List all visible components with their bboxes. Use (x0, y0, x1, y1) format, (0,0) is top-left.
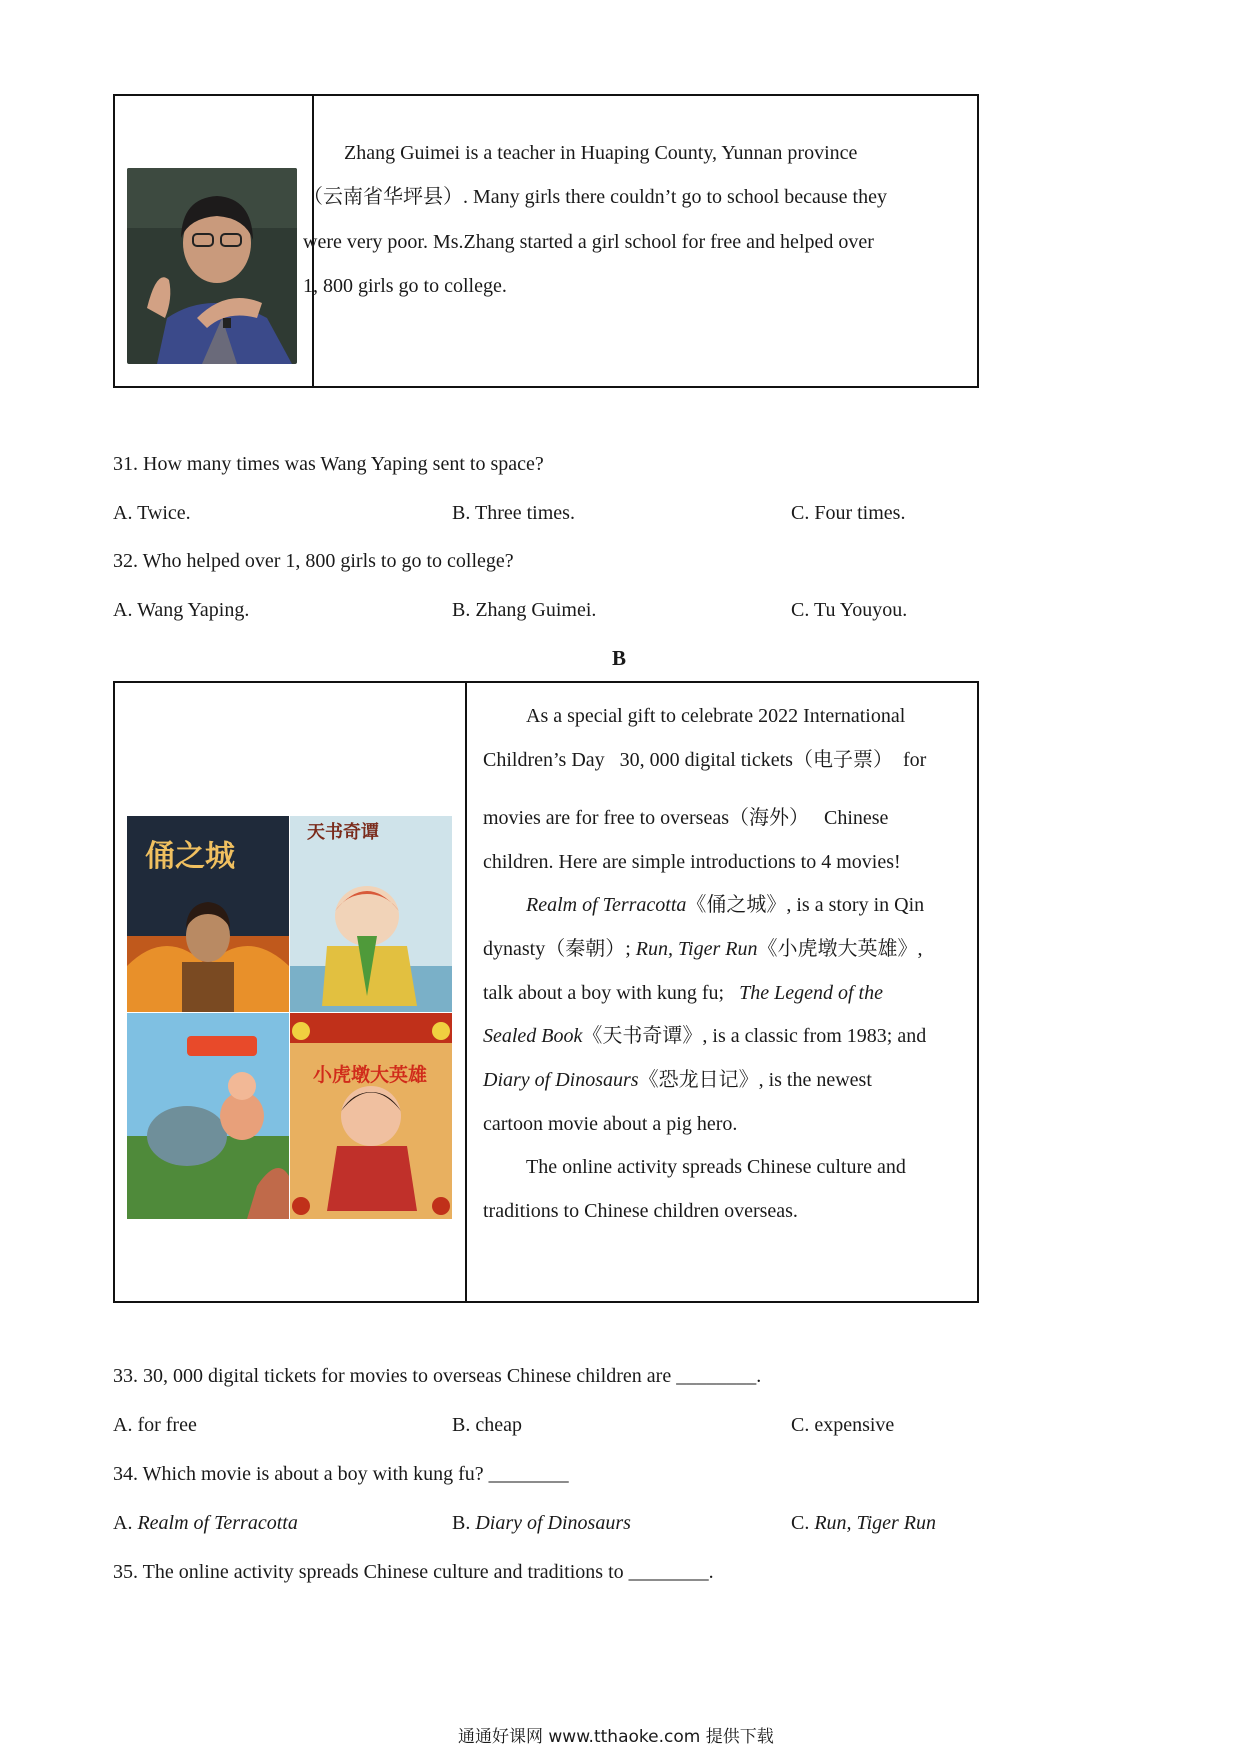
option-31-a: A. Twice. (113, 502, 191, 524)
option-33-a: A. for free (113, 1414, 197, 1436)
option-34-c (791, 1511, 936, 1535)
option-letter: A. (113, 1512, 138, 1534)
option-letter: C. (791, 1512, 815, 1534)
passage-b-line: The online activity spreads Chinese culture and (526, 1156, 906, 1178)
poster-title: 天书奇谭 (307, 822, 379, 843)
option-33-b: B. cheap (452, 1414, 522, 1436)
passage-a-line: Zhang Guimei is a teacher in Huaping County, Yunnan province (344, 142, 858, 164)
poster-title: 俑之城 (145, 839, 235, 874)
option-32-b: B. Zhang Guimei. (452, 599, 597, 621)
passage-a-line: 1, 800 girls go to college. (303, 275, 507, 297)
passage-b-text: dynasty（秦朝）; (483, 938, 636, 960)
passage-b-line: Children’s Day 30, 000 digital tickets（电子票） for (483, 749, 927, 771)
option-31-b: B. Three times. (452, 502, 575, 524)
option-34-b (452, 1511, 631, 1535)
movie-posters (127, 816, 452, 1219)
passage-b-text: 《天书奇谭》, is a classic from 1983; and (582, 1025, 927, 1047)
poster-title: 小虎墩大英雄 (313, 1064, 428, 1086)
option-34-a (113, 1511, 298, 1535)
passage-a-line: were very poor. Ms.Zhang started a girl school for free and helped over (303, 231, 874, 253)
passage-b-line (526, 893, 924, 917)
passage-b-line: As a special gift to celebrate 2022 International (526, 705, 906, 727)
movie-title-run-tiger-run: Run, Tiger Run (635, 938, 758, 960)
passage-b-line: movies are for free to overseas（海外） Chinese (483, 807, 889, 829)
passage-a-table (113, 94, 979, 388)
movie-title-realm: Realm of Terracotta (526, 894, 687, 916)
table-divider (465, 683, 467, 1301)
passage-b-text: 《俑之城》, is a story in Qin (686, 894, 925, 916)
page-footer: 通通好课网 www.tthaoke.com 提供下载 (458, 1727, 774, 1747)
passage-b-line: traditions to Chinese children overseas. (483, 1200, 798, 1222)
question-34: 34. Which movie is about a boy with kung fu? ________ (113, 1463, 569, 1485)
question-31: 31. How many times was Wang Yaping sent to space? (113, 453, 544, 475)
passage-b-table (113, 681, 979, 1303)
option-letter: B. (452, 1512, 476, 1534)
question-32: 32. Who helped over 1, 800 girls to go to college? (113, 550, 514, 572)
movie-title-dinosaurs: Diary of Dinosaurs (483, 1069, 639, 1091)
passage-b-line: children. Here are simple introductions to 4 movies! (483, 851, 901, 873)
option-32-c: C. Tu Youyou. (791, 599, 908, 621)
question-35: 35. The online activity spreads Chinese culture and traditions to ________. (113, 1561, 714, 1583)
passage-b-text: 《恐龙日记》, is the newest (638, 1069, 872, 1091)
poster-diary-of-dinosaurs (127, 1013, 289, 1219)
section-b-heading: B (612, 646, 627, 670)
option-text: Realm of Terracotta (137, 1512, 298, 1534)
option-text: Run, Tiger Run (814, 1512, 937, 1534)
option-text: Diary of Dinosaurs (475, 1512, 631, 1534)
question-33: 33. 30, 000 digital tickets for movies to overseas Chinese children are ________. (113, 1365, 762, 1387)
option-33-c: C. expensive (791, 1414, 895, 1436)
passage-b-line (483, 981, 883, 1005)
option-31-c: C. Four times. (791, 502, 906, 524)
movie-title-legend: The Legend of the (739, 982, 883, 1004)
passage-b-line: cartoon movie about a pig hero. (483, 1113, 738, 1135)
passage-b-line (483, 1024, 926, 1048)
passage-b-text: talk about a boy with kung fu; (483, 982, 740, 1004)
passage-b-line (483, 937, 922, 961)
teacher-photo (127, 168, 297, 364)
option-32-a: A. Wang Yaping. (113, 599, 250, 621)
poster-realm-of-terracotta (127, 816, 289, 1012)
movie-title-sealed-book: Sealed Book (483, 1025, 583, 1047)
passage-b-text: 《小虎墩大英雄》, (757, 938, 923, 960)
passage-b-line (483, 1068, 872, 1092)
poster-run-tiger-run (290, 1013, 452, 1219)
poster-sealed-book (290, 816, 452, 1012)
passage-a-line: （云南省华坪县）. Many girls there couldn’t go to school because they (303, 186, 887, 208)
